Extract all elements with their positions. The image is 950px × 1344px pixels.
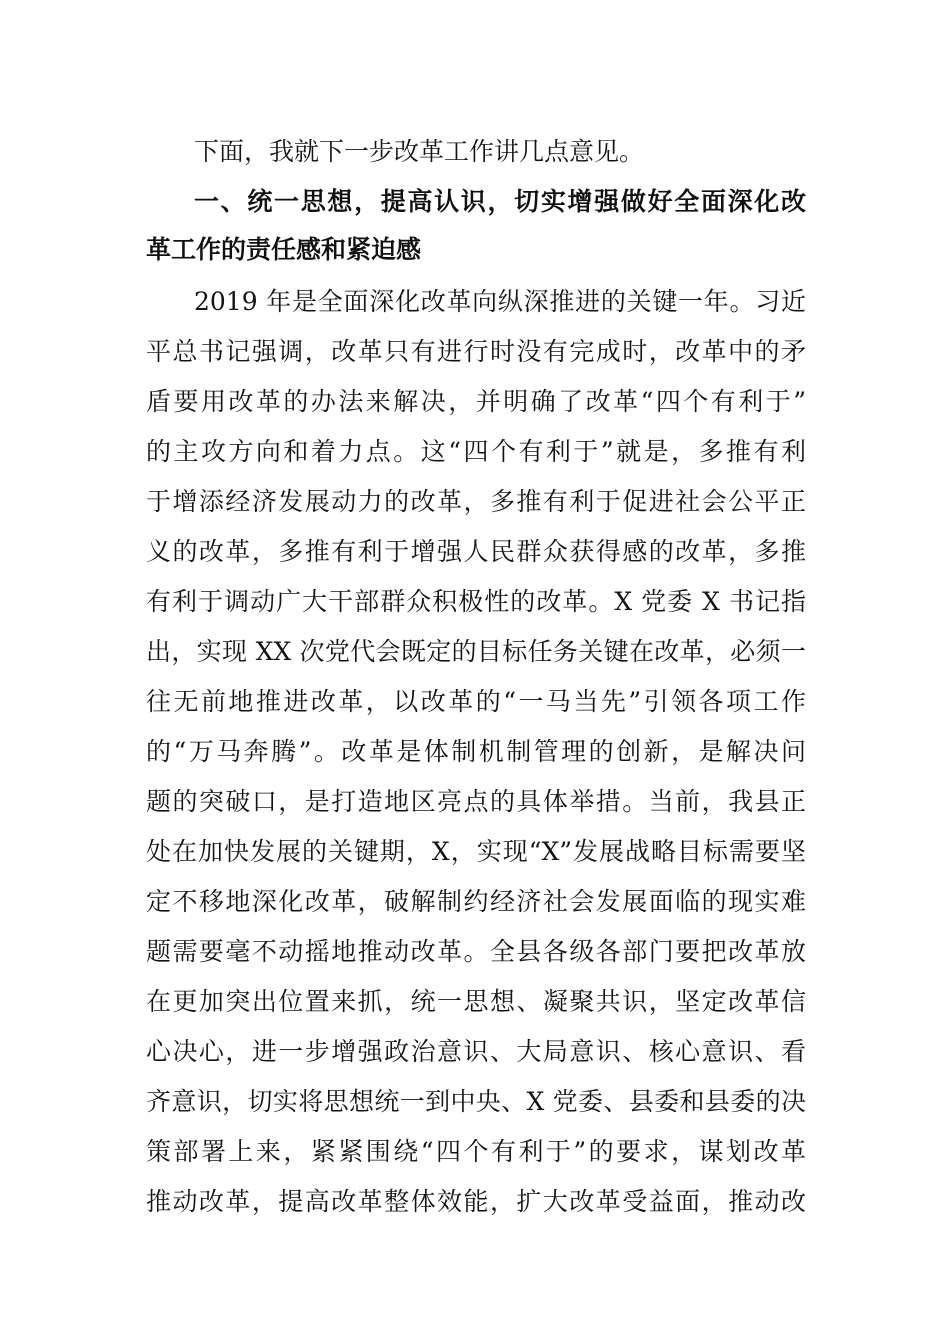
body-line: 有利于调动广大干部群众积极性的改革。X 党委 X 书记指: [146, 587, 806, 616]
body-line: 出，实现 XX 次党代会既定的目标任务关键在改革，必须一: [146, 637, 806, 666]
body-line: 心决心，进一步增强政治意识、大局意识、核心意识、看: [146, 1037, 806, 1066]
body-line: 题的突破口，是打造地区亮点的具体举措。当前，我县正: [146, 787, 806, 816]
section-heading-line-1: 一、统一思想，提高认识，切实增强做好全面深化改: [194, 187, 806, 216]
body-line: 题需要毫不动摇地推动改革。全县各级各部门要把改革放: [146, 937, 806, 966]
body-line: 义的改革，多推有利于增强人民群众获得感的改革，多推: [146, 537, 806, 566]
body-line: 推动改革，提高改革整体效能，扩大改革受益面，推动改: [146, 1187, 806, 1216]
body-line: 处在加快发展的关键期，X，实现“X”发展战略目标需要坚: [146, 837, 806, 866]
body-line: 的主攻方向和着力点。这“四个有利于”就是，多推有利: [146, 437, 806, 466]
body-line: 2019 年是全面深化改革向纵深推进的关键一年。习近: [194, 287, 806, 316]
body-line: 的“万马奔腾”。改革是体制机制管理的创新，是解决问: [146, 737, 806, 766]
body-line: 定不移地深化改革，破解制约经济社会发展面临的现实难: [146, 887, 806, 916]
body-line: 在更加突出位置来抓，统一思想、凝聚共识，坚定改革信: [146, 987, 806, 1016]
body-line: 往无前地推进改革，以改革的“一马当先”引领各项工作: [146, 687, 806, 716]
body-line: 齐意识，切实将思想统一到中央、X 党委、县委和县委的决: [146, 1087, 806, 1116]
body-line: 于增添经济发展动力的改革，多推有利于促进社会公平正: [146, 487, 806, 516]
body-line: 平总书记强调，改革只有进行时没有完成时，改革中的矛: [146, 337, 806, 366]
section-heading-line-2: 革工作的责任感和紧迫感: [146, 235, 422, 264]
intro-paragraph: 下面，我就下一步改革工作讲几点意见。: [194, 137, 645, 166]
body-line: 策部署上来，紧紧围绕“四个有利于”的要求，谋划改革: [146, 1137, 806, 1166]
body-line: 盾要用改革的办法来解决，并明确了改革“四个有利于”: [146, 387, 806, 416]
